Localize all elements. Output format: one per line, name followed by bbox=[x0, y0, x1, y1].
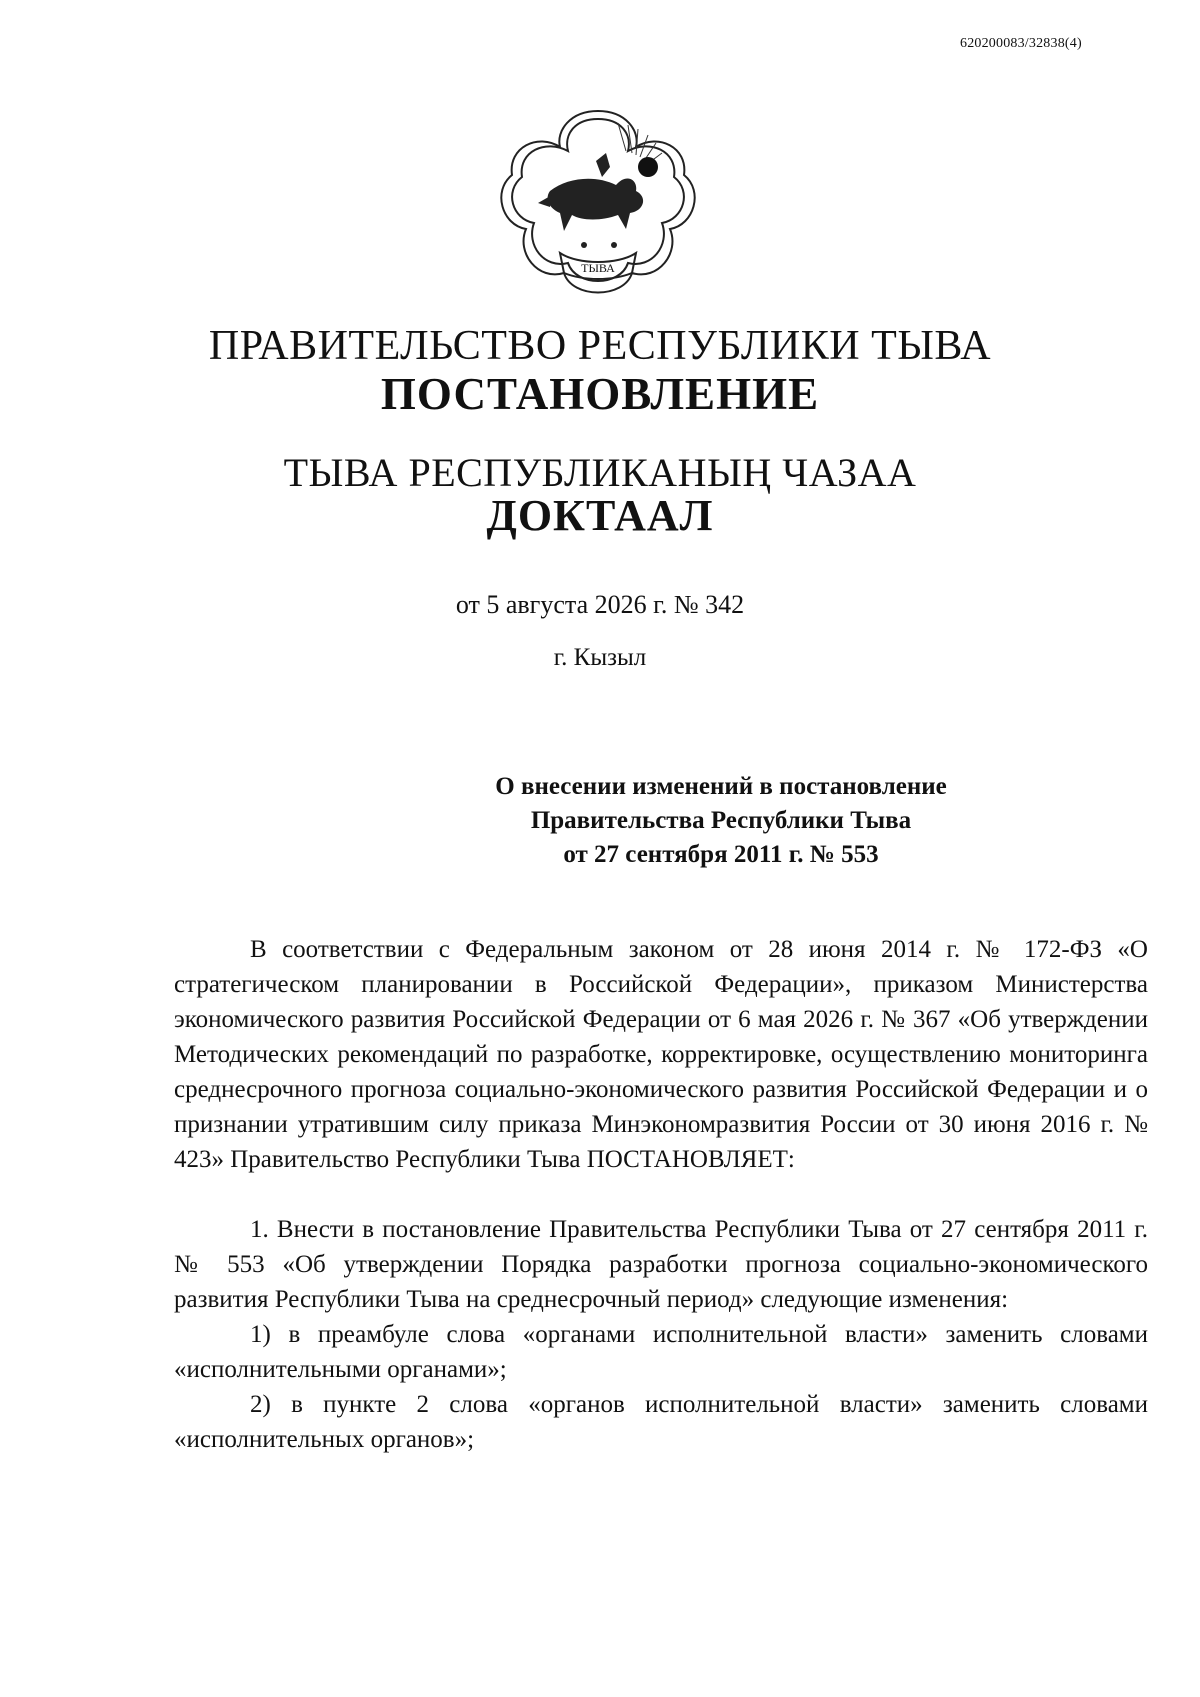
document-type-russian: ПОСТАНОВЛЕНИЕ bbox=[380, 369, 820, 419]
subject-line: Правительства Республики Тыва bbox=[530, 807, 912, 834]
emblem-label: ТЫВА bbox=[581, 261, 615, 275]
document-city: г. Кызыл bbox=[553, 644, 647, 671]
preamble-paragraph: В соответствии с Федеральным законом от 28 июня 2014 г. № 172-ФЗ «О стратегическом планировании в Российской Федерации», приказом Министерства экономического развития Российской Федерации от 6 мая 2026 г. № 367 «Об утверждении Методических рекомендаций по разработке, корректировке, осуществлению мониторинга среднесрочного прогноза социально-экономического развития Российской Федерации и о признании утратившим силу приказа Минэкономразвития России от 30 июня 2016 г. № 423» Правительство Республики Тыва ПОСТАНОВЛЯЕТ: bbox=[174, 936, 1148, 1173]
document-body bbox=[174, 932, 1148, 1457]
item-1-paragraph: 1. Внести в постановление Правительства Республики Тыва от 27 сентября 2011 г. № 553 «Об утверждении Порядка разработки прогноза социально-экономического развития Республики Тыва на среднесрочный период» следующие изменения: bbox=[174, 1216, 1148, 1313]
document-registration-number: 620200083/32838(4) bbox=[960, 36, 1082, 51]
document-subject bbox=[0, 770, 1200, 872]
tuva-coat-of-arms-icon bbox=[498, 103, 698, 313]
subitem-1-paragraph: 1) в преамбуле слова «органами исполнительной власти» заменить словами «исполнительными органами»; bbox=[174, 1321, 1148, 1383]
subject-line: О внесении изменений в постановление bbox=[495, 773, 947, 800]
document-date-number: от 5 августа 2026 г. № 342 bbox=[455, 590, 745, 619]
subitem-2-paragraph: 2) в пункте 2 слова «органов исполнительной власти» заменить словами «исполнительных органов»; bbox=[174, 1391, 1148, 1453]
government-name-tuvan: ТЫВА РЕСПУБЛИКАНЫҢ ЧАЗАА bbox=[283, 450, 917, 495]
document-type-tuvan: ДОКТААЛ bbox=[486, 491, 714, 540]
subject-line: от 27 сентября 2011 г. № 553 bbox=[563, 841, 879, 868]
government-name-russian: ПРАВИТЕЛЬСТВО РЕСПУБЛИКИ ТЫВА bbox=[208, 323, 992, 369]
